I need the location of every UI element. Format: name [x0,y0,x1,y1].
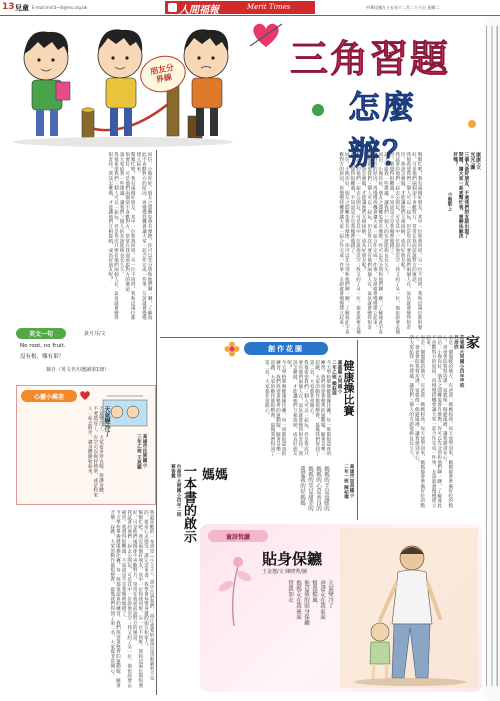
masthead-bar [165,1,315,14]
english-line2: 沒有根，哪有果？ [20,354,65,360]
feature-paragraph: 請大家給我一些建議，讓我們三個人的友誼能夠長長久久。 [119,152,125,277]
feature-paragraph: 幫幫忙吧！我有兩個好朋友，其中一位和我同班，另一位不同班。我和這兩位都很要好，可是他們兩個卻不喜歡對方，常常在我面前說對方的壞話。 [124,152,136,320]
column-rule [156,150,157,695]
poem-box-tag-text: 童詩悅讀 [225,533,250,541]
english-line1: No root, no fruit. [20,343,66,349]
poem-line: 媽媽走在我後面 [295,580,301,620]
article-health-text: 今天學校舉辦健康操比賽，每一班都很認真的練習。我們班穿著整齊的運動服，隨著音樂一起跳，大家的動作都很整齊，最後我們得到了第二名，大家都非常開心。 [309,360,331,456]
poem-mama-school: 高雄市加昌國小 [349,464,354,498]
feature-paragraph: 回信：小熊你好，朋友之間難免會有摩擦，你可以先分別和他們聊一聊，了解彼此不喜歡對方的原因，再慢慢找機會讓大家一起合作完成一件事，友誼就會慢慢建立起來。 [372,152,383,335]
article-home-text: 請大家給我一些建議，讓我們三個人的友誼能夠長長久久。 [408,335,414,460]
feature-title-sub: 怎麼辦？ [348,88,417,172]
poem-mama-line: 媽媽的笑是甜美的 [307,466,313,512]
red-heart-icon [79,390,91,401]
heart-box-meta [113,434,147,494]
feature-body [160,152,422,337]
article-health-text: 我很希望我們三個人可以一起玩，但是每次只要有他們兩個人在，氣氛就會變得很奇怪。我該怎麼做，才能讓他們互相接納，成為好朋友呢？ [286,360,309,456]
poem-illustration [340,528,478,688]
poem-mama-line: 媽媽的心是善良的 [315,466,321,512]
masthead-subtitle: Merit Times [247,3,291,11]
article-book-school: 台南市大港國小四年二班 [176,464,181,517]
english-byline: 黃月芬/文 [84,331,106,337]
plant-icon [204,546,264,626]
article-health-school: 嘉義縣大同國小 [337,360,342,394]
left-paragraph: 幫幫忙吧！我有兩個好朋友，其中一位和我同班，另一位不同班。我和這兩位都很要好，可是他們兩個卻不喜歡對方，常常在我面前說對方的壞話。 [132,510,143,688]
heart-box-tag [21,390,77,402]
article-home-text: 回信：小熊你好，朋友之間難免會有摩擦，你可以先分別和他們聊一聊，了解彼此不喜歡對方的原因，再慢慢找機會讓大家一起合作完成一件事，友誼就會慢慢建立起來。 [425,335,442,508]
english-tag [16,328,66,339]
feature-byline: 康康/文 [475,152,481,170]
poem-line: 天氣變冷了 [327,580,333,609]
poem-line: 幫我擋風 [311,580,317,603]
poem-mama-title: 媽媽 [202,468,229,483]
article-home-author: 呂沛欣 [453,335,459,350]
cartoon-illustration [8,16,238,151]
feature-byline2: 光光/圖 [469,152,476,170]
article-book [160,464,196,689]
left-paragraph: 今天學校舉辦健康操比賽，每一班都很認真的練習。我們班穿著整齊的運動服，隨著音樂一起跳，大家的動作都很整齊，最後我們得到了第二名，大家都非常開心。 [109,510,121,688]
masthead-logo-icon [168,3,177,12]
article-home-school: 苗栗縣大同國小四年甲班 [459,335,464,388]
poem-mama-line: 媽媽的手是溫暖的 [323,466,329,512]
poem-box [200,524,482,692]
creative-garden-tag [244,342,328,355]
article-home-text: 家是一個溫暖的地方，有爸爸、媽媽和我。每天放學回家，媽媽都會準備好吃的點心，爸爸會陪我寫功課。家就像一個避風港，讓我感到安心。 [414,335,425,508]
poem-mama-box [196,464,356,520]
left-paragraph: 我最喜歡的一本書是《小王子》，書中告訴我們，真正重要的東西是用眼睛看不見的，要用心去感受。讀完這本書，我學會珍惜身邊的朋友和家人。 [143,510,154,681]
poem-mama-author: 二年一班 陳柏瑋 [343,464,349,500]
feature-paragraph: 回信：小熊你好，朋友之間難免會有摩擦，你可以先分別和他們聊一聊，了解彼此不喜歡對方的原因，再慢慢找機會讓大家一起合作完成一件事，友誼就會慢慢建立起來。 [135,152,152,320]
feature-paragraph: 我很希望我們三個人可以一起玩，但是每次只要有他們兩個人在，氣氛就會變得很奇怪。我該怎麼做，才能讓他們互相接納，成為好朋友呢？ [107,152,119,320]
article-book-author: 蔡香霖 [170,464,176,479]
poem-line: 他是我的貼身保鑣 [303,580,309,626]
heart-box-school: 高雄市民族國小 [142,434,147,468]
poem-mama-meta [334,464,354,518]
heart-box-author: 三年乙班 王思穎 [136,434,142,470]
left-column-text [16,510,154,690]
poem-mama-line: 我愛我的好媽媽 [299,466,305,506]
section-label: 兒童 [15,4,29,12]
feature-paragraph: 回信：小熊你好，朋友之間難免會有摩擦，你可以先分別和他們聊一聊，了解彼此不喜歡對方的原因，再慢慢找機會讓大家一起合作完成一件事，友誼就會慢慢建立起來。 [338,152,350,335]
article-home-title: 家 [464,335,480,350]
article-health-title: 健康操比賽 [342,360,355,416]
column-rule [357,340,358,520]
deco-dot [468,120,476,128]
page-header [0,0,500,16]
page-number: 13 [2,2,15,12]
header-date: 中華民國九十五年十二月二十六日 星期二 [366,5,440,10]
feature-paragraph: 我試著約他們一起去公園玩，可是其中一位說他沒空；我又約了另一位，他也說要去補習。我覺得很難過，不知道是不是我哪裡做錯了。 [349,152,361,335]
english-footer: 摘自（英文名句選讀第1冊） [46,367,110,373]
header-email: E-mail:mnt3~ill@ms.org.tw [32,5,88,10]
feature-paragraph: 請大家給我一些建議，讓我們三個人的友誼能夠長長久久。 [383,152,389,277]
heart-arrow-icon [248,20,284,50]
article-home-text: 家是一個溫暖的地方，有爸爸、媽媽和我。每天放學回家，媽媽都會準備好吃的點心，爸爸會陪我寫功課。家就像一個避風港，讓我感到安心。 [442,335,453,508]
feature-paragraph: 我試著約他們一起去公園玩，可是其中一位說他沒空；我又約了另一位，他也說要去補習。我覺得很難過，不知道是不是我哪裡做錯了。 [389,152,400,335]
feature-title-main: 三角習題 [290,37,451,81]
poem-box-lines [264,580,334,680]
article-book-title: 一本書的啟示 [181,464,196,544]
poem-box-byline: 王金選/文 陳晓秀/圖 [262,569,307,575]
poem-box-tag [208,530,268,542]
english-tag-text: 英文一句 [28,331,53,338]
feature-letter-sign: 小熊敬上 [447,192,453,212]
heart-box [16,385,156,505]
feature-paragraph: 我很希望我們三個人可以一起玩，但是每次只要有他們兩個人在，氣氛就會變得很奇怪。我該怎麼做，才能讓他們互相接納，成為好朋友呢？ [400,152,411,330]
heart-box-text: 天氣變冷了，大家要多穿衣服，保護身體，不要感冒了。有空可以喝杯熱茶，或是和家人一起去散步，讓身體暖和起來。 [87,406,104,498]
poem-line: 爸爸走在我前面 [319,580,325,620]
english-column [16,328,154,380]
creative-garden-header [224,340,354,358]
article-health-text: 今天學校舉辦健康操比賽，每一班都很認真的練習。我們班穿著整齊的運動服，隨著音樂一起跳，大家的動作都很整齊，最後我們得到了第二名，大家都非常開心。 [264,360,287,456]
poem-box-title: 貼身保鑣 [262,550,323,568]
flower-icon [224,341,240,357]
masthead-title: 人間福報 [179,5,219,16]
section-rule [160,337,480,338]
heart-box-tag-text: 心靈小郵差 [33,393,64,401]
deco-dot [312,104,324,116]
feature-paragraph: 我很希望我們三個人可以一起玩，但是每次只要有他們兩個人在，氣氛就會變得很奇怪。我該怎麼做，才能讓他們互相接納，成為好朋友呢？ [361,152,372,330]
article-health [160,360,355,460]
creative-garden-title: 創作花園 [268,344,304,353]
left-paragraph: 我試著約他們一起去公園玩，可是其中一位說他沒空；我又約了另一位，他也說要去補習。我覺得很難過，不知道是不是我哪裡做錯了。 [121,510,132,688]
article-home [360,335,480,510]
article-health-author: 二年乙班 賴鈺庭 [331,360,337,396]
heart-box-title: 天氣變冷了 [103,406,110,437]
sign-text: 朋友分界線 [149,62,175,85]
heart-box-body [23,406,109,498]
neighbor-page-strip [484,16,500,701]
poem-line: 替我加衣 [287,580,293,603]
feature-paragraph: 幫幫忙吧！我有兩個好朋友，其中一位和我同班，另一位不同班。我和這兩位都很要好，可是他們兩個卻不喜歡對方，常常在我面前說對方的壞話。 [411,152,422,330]
feature-body-left [16,152,152,322]
feature-intro [428,152,480,242]
feature-intro-text: 三個人是好朋友，不過我們的友誼出現了問題，請大家一起來幫忙我，想辦法解決好嗎？ [452,152,469,239]
poem-mama-lines [250,466,330,518]
